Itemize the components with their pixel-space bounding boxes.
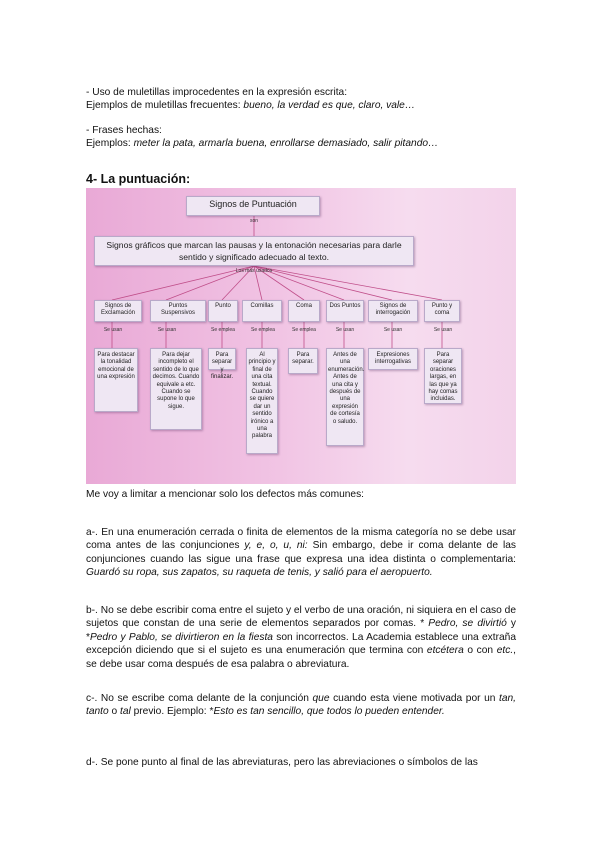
text: b-. No se debe escribir coma entre el sujeto y el verbo de una oración, ni siquiera en el caso de sujetos que constan de una serie de elementos separados por comas. * — [86, 605, 516, 630]
link-label: Se usan — [335, 327, 355, 333]
italic-text: Guardó su ropa, sus zapatos, su raqueta de tenis, y salió para el aeropuerto. — [86, 567, 433, 579]
desc-punto: Para separar y finalizar. — [208, 348, 236, 370]
frases-examples — [86, 137, 516, 150]
diagram-title: Signos de Puntuación — [186, 196, 320, 216]
sign-punto-y-coma: Punto y coma — [424, 300, 460, 322]
sign-puntos-suspensivos: Puntos Suspensivos — [150, 300, 206, 322]
italic-text: que — [312, 693, 330, 704]
section-heading: 4- La puntuación: — [86, 172, 191, 186]
link-label-mas-usados: Los más usados — [235, 268, 273, 274]
italic-text: Esto es tan sencillo, que todos lo pueden entender. — [213, 706, 445, 718]
italic-text: y, e, o, u, ni: — [244, 540, 308, 552]
sign-comillas: Comillas — [242, 300, 282, 322]
paragraph-b — [86, 604, 516, 671]
sign-punto: Punto — [208, 300, 238, 322]
connector-lines — [86, 188, 516, 484]
desc-puntos-suspensivos: Para dejar incompleto el sentido de lo que decimos. Cuando equivale a etc. Cuando se supone lo que sigue. — [150, 348, 202, 430]
desc-coma: Para separar. — [288, 348, 318, 374]
frases-heading: - Frases hechas: — [86, 125, 162, 136]
desc-punto-y-coma: Para separar oraciones largas, en las que ya hay comas incluidas. — [424, 348, 462, 404]
italic-text: etcétera — [426, 645, 464, 657]
punctuation-concept-map — [86, 188, 516, 484]
link-label-son: son — [249, 218, 259, 224]
text: cuando esta viene motivada por un — [329, 693, 500, 704]
examples-italic: bueno, la verdad es que, claro, vale… — [243, 100, 416, 112]
text: a-. En una enumeración cerrada o finita de elementos de la misma categoría no se debe usar coma antes de las conjunciones — [86, 527, 516, 552]
text: o con — [463, 645, 497, 657]
sign-coma: Coma — [288, 300, 320, 322]
link-label: Se emplea — [292, 327, 316, 333]
text: previo. Ejemplo: * — [130, 706, 214, 718]
muletillas-heading: - Uso de muletillas improcedentes en la expresión escrita: — [86, 87, 348, 98]
desc-dos-puntos: Antes de una enumeración. Antes de una cita y después de una expresión de cortesía o saludo. — [326, 348, 364, 446]
desc-exclamacion: Para destacar la tonalidad emocional de una expresión — [94, 348, 138, 412]
sign-exclamacion: Signos de Exclamación — [94, 300, 142, 322]
examples-italic: meter la pata, armarla buena, enrollarse demasiado, salir pitando… — [133, 138, 439, 150]
link-label: Se emplea — [211, 327, 235, 333]
frases-block — [86, 124, 516, 151]
link-label: Se usan — [103, 327, 123, 333]
paragraph-c — [86, 692, 516, 719]
desc-comillas: Al principio y final de una cita textual. Cuando se quiere dar un sentido irónico a una palabra — [246, 348, 278, 454]
link-label: Se usan — [383, 327, 403, 333]
text: c-. No se escribe coma delante de la conjunción — [86, 693, 313, 704]
link-label: Se emplea — [251, 327, 275, 333]
text: , se debe usar coma después de esa palabra o abreviatura. — [86, 645, 516, 670]
sign-interrogacion: Signos de interrogación — [368, 300, 418, 322]
paragraph-d: d-. Se pone punto al final de las abreviaturas, pero las abreviaciones o símbolos de las — [86, 757, 478, 768]
paragraph-a — [86, 526, 516, 580]
link-label: Se usan — [157, 327, 177, 333]
text: o — [108, 706, 120, 718]
italic-text: Pedro y Pablo, se divirtieron en la fiesta — [89, 631, 273, 643]
sign-dos-puntos: Dos Puntos — [326, 300, 364, 322]
muletillas-block — [86, 86, 516, 113]
italic-text: tan, tanto — [86, 693, 517, 718]
italic-text: etc. — [496, 645, 514, 657]
italic-text: tal — [120, 706, 131, 718]
text: Sin embargo, debe ir coma delante de las conjunciones cuando las sigue una frase que expresa una idea distinta o complementaria: — [86, 540, 516, 565]
intro-defects: Me voy a limitar a mencionar solo los defectos más comunes: — [86, 489, 365, 500]
desc-interrogacion: Expresiones interrogativas — [368, 348, 418, 370]
examples-label: Ejemplos de muletillas frecuentes: — [86, 100, 244, 112]
examples-label: Ejemplos: — [86, 138, 134, 150]
italic-text: Pedro, se divirtió — [428, 618, 507, 630]
text: son incorrectos. La Academia establece una extraña excepción diciendo que si el sujeto es una enumeración que termina con — [86, 631, 516, 657]
muletillas-examples — [86, 99, 516, 112]
link-label: Se usan — [433, 327, 453, 333]
text: y * — [86, 618, 516, 643]
diagram-definition: Signos gráficos que marcan las pausas y la entonación necesarias para darle sentido y significado adecuado al texto. — [94, 236, 414, 266]
